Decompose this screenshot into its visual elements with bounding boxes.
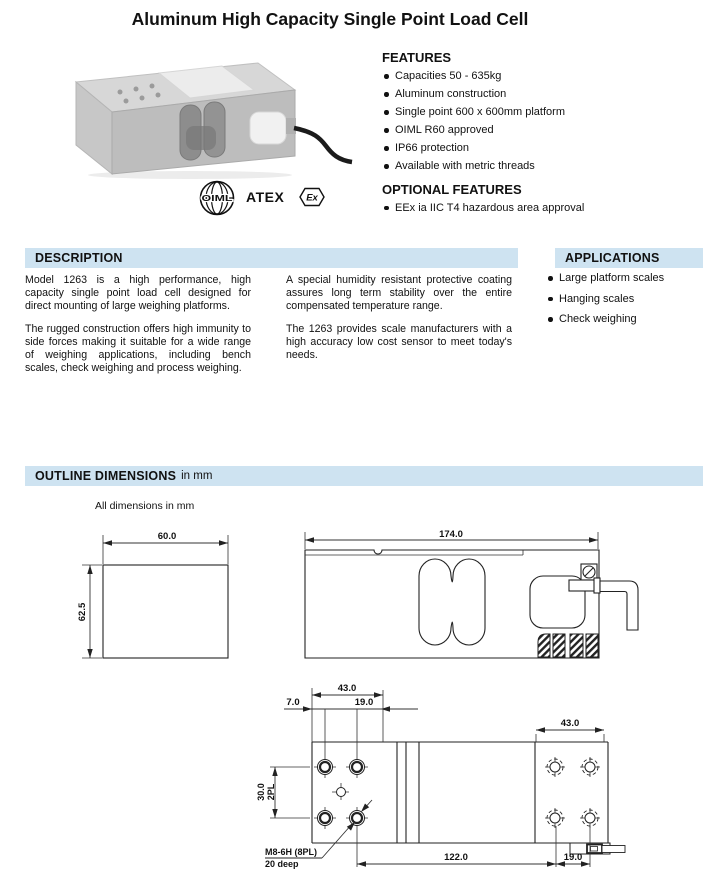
- description-col2: [286, 274, 512, 371]
- applications-list: [546, 272, 711, 334]
- optional-features-list: [382, 202, 682, 215]
- features-heading: FEATURES: [382, 50, 452, 65]
- optional-feature-item: EEx ia IIC T4 hazardous area approval: [382, 202, 682, 215]
- dimensions-note: All dimensions in mm: [95, 500, 195, 512]
- bolt-hole: [314, 756, 336, 778]
- center-hole: [332, 783, 350, 801]
- description-heading: DESCRIPTION: [35, 251, 123, 265]
- thread-depth-label: 20 deep: [265, 859, 299, 869]
- features-list: [382, 70, 682, 173]
- feature-item: Capacities 50 - 635kg: [382, 70, 682, 83]
- description-paragraph: The rugged construction offers high immunity to side forces making it suitable for a wide range of weighing applications, including bench scales, check weighing and process weighing.: [25, 322, 251, 375]
- description-paragraph: Model 1263 is a high performance, high capacity single point load cell designed for direct mounting of large weighing platforms.: [25, 274, 251, 313]
- threaded-hole: [580, 757, 600, 777]
- dim-label-plan-hole-pitch-left: 19.0: [354, 697, 374, 708]
- threaded-hole: [580, 808, 600, 828]
- feature-item: Single point 600 x 600mm platform: [382, 106, 682, 119]
- dim-label-plan-hole-span: 122.0: [444, 852, 468, 863]
- outline-heading-suffix: in mm: [181, 470, 213, 482]
- applications-heading: APPLICATIONS: [565, 251, 660, 265]
- atex-logo-text: ATEX: [246, 189, 285, 205]
- product-photo: [62, 50, 354, 182]
- application-item: Hanging scales: [546, 293, 711, 306]
- atex-ex-text: Ex: [306, 192, 318, 204]
- dim-label-side-length: 174.0: [439, 529, 463, 540]
- application-item: Large platform scales: [546, 272, 711, 285]
- applications-bar: [555, 248, 703, 268]
- dim-label-plan-edge-offset: 7.0: [286, 697, 300, 708]
- feature-item: OIML R60 approved: [382, 124, 682, 137]
- optional-features-heading: OPTIONAL FEATURES: [382, 181, 522, 197]
- plan-view-drawing: [240, 680, 723, 874]
- outline-heading: OUTLINE DIMENSIONS: [35, 469, 177, 483]
- description-col1: [25, 274, 251, 384]
- front-view-drawing: [75, 528, 245, 668]
- dim-label-plan-row-pitch: 30.0: [256, 783, 266, 801]
- atex-ex-hexagon-icon: [293, 184, 331, 210]
- description-paragraph: The 1263 provides scale manufacturers with a high accuracy low cost sensor to meet today's needs.: [286, 322, 512, 362]
- dim-label-plan-width-left: 43.0: [337, 683, 357, 694]
- oiml-logo-text: OIML: [201, 193, 233, 203]
- description-paragraph: A special humidity resistant protective coating assures long term stability over the entire compensated temperature range.: [286, 274, 512, 313]
- bolt-hole: [346, 756, 368, 778]
- application-item: Check weighing: [546, 313, 711, 326]
- oiml-logo-icon: [197, 178, 237, 220]
- threaded-hole: [545, 808, 565, 828]
- bolt-hole: [314, 807, 336, 829]
- outline-dimensions-bar: [25, 466, 703, 486]
- dim-label-plan-hole-pitch-right: 19.0: [563, 852, 583, 863]
- feature-item: IP66 protection: [382, 142, 682, 155]
- dim-label-plan-width-right: 43.0: [560, 718, 580, 729]
- thread-spec-label: M8-6H (8PL): [265, 847, 318, 857]
- features-section: [382, 50, 682, 220]
- dim-label-plan-row-places: 2PL: [266, 783, 276, 801]
- feature-item: Available with metric threads: [382, 160, 682, 173]
- side-view-drawing: [280, 528, 720, 666]
- description-bar: [25, 248, 518, 268]
- page-title: Aluminum High Capacity Single Point Load Cell: [131, 9, 529, 29]
- dim-label-front-height: 62.5: [77, 602, 88, 622]
- threaded-hole: [545, 757, 565, 777]
- dim-label-front-width: 60.0: [157, 531, 177, 542]
- feature-item: Aluminum construction: [382, 88, 682, 101]
